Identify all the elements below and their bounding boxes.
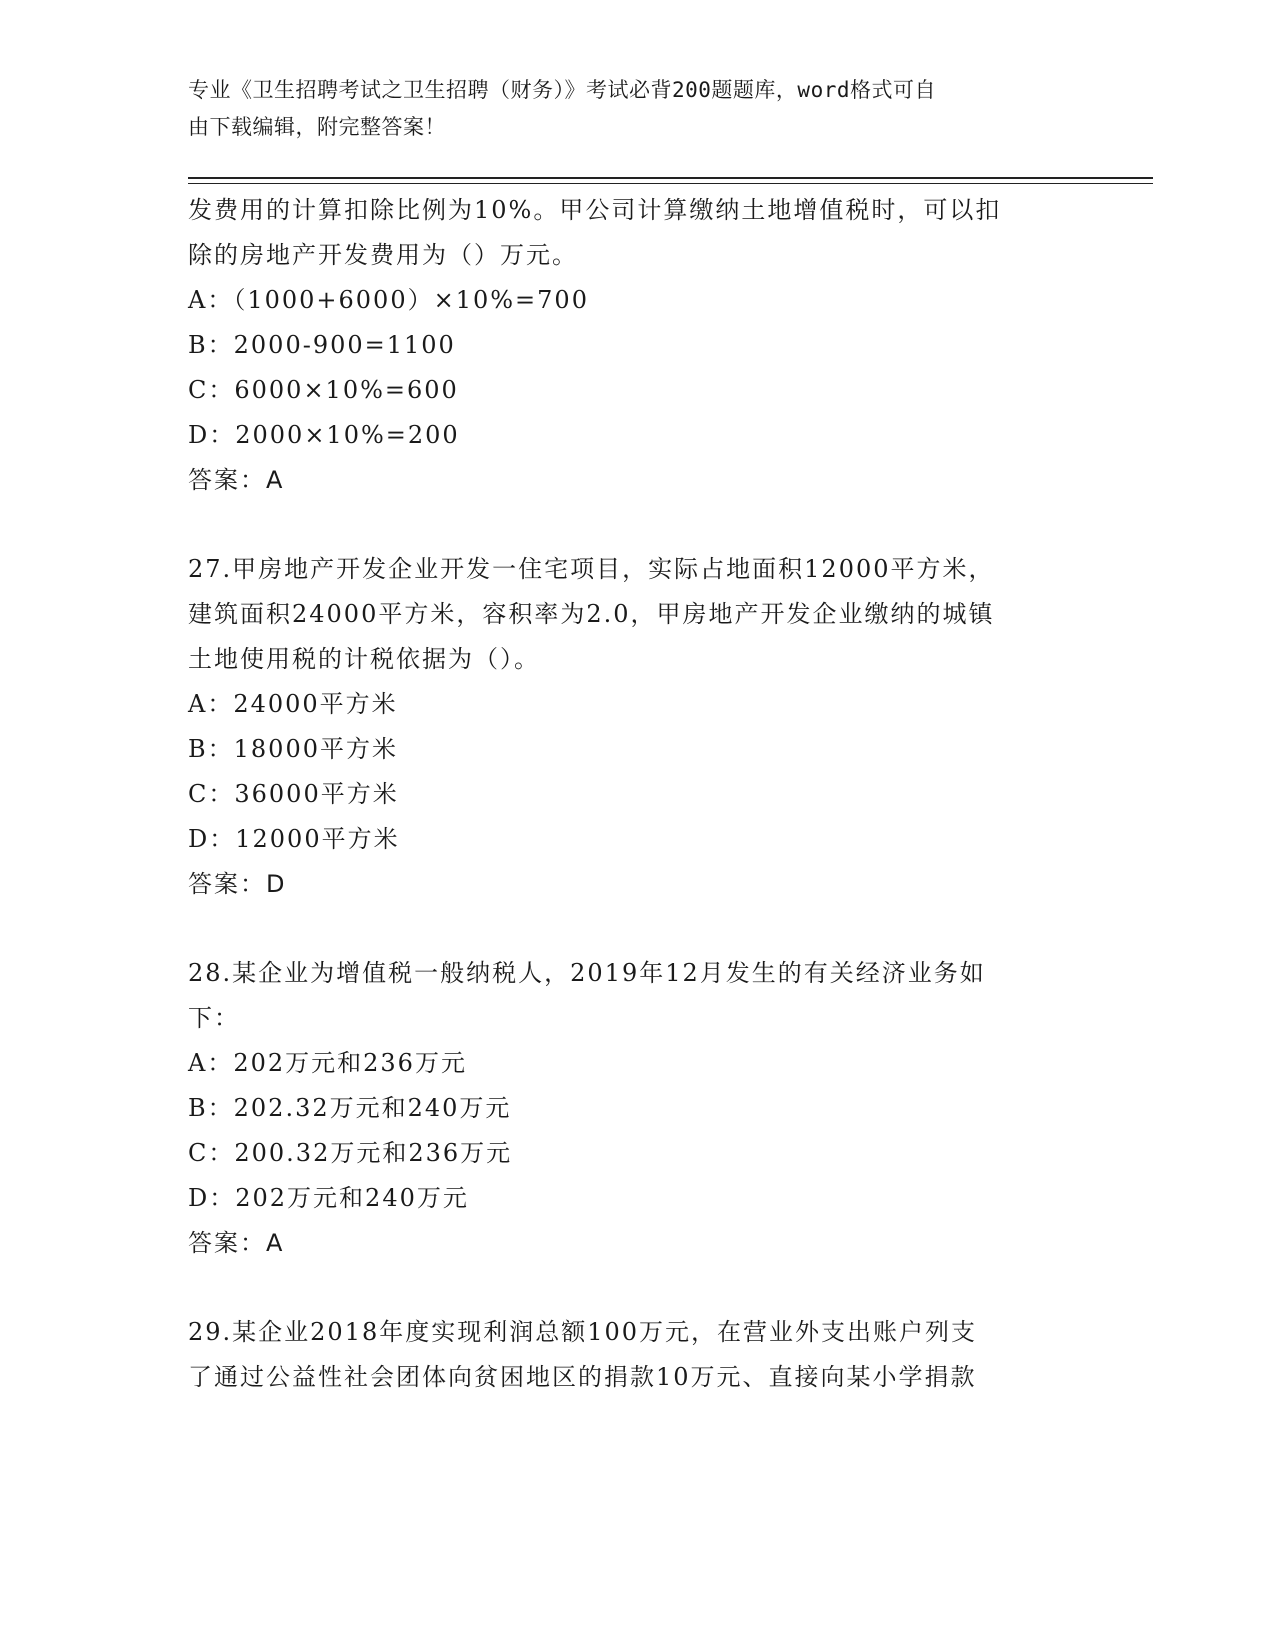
answer-text: 答案：A xyxy=(188,466,285,494)
question-stem-line: 发费用的计算扣除比例为10%。甲公司计算缴纳土地增值税时，可以扣 xyxy=(188,196,1002,224)
option-b: B：2000-900=1100 xyxy=(188,331,456,359)
question-stem-line: 27.甲房地产开发企业开发一住宅项目，实际占地面积12000平方米， xyxy=(188,555,995,583)
option-d: D：2000×10%=200 xyxy=(188,421,460,449)
question-stem-line: 除的房地产开发费用为（）万元。 xyxy=(188,241,578,269)
question-stem-line: 了通过公益性社会团体向贫困地区的捐款10万元、直接向某小学捐款 xyxy=(188,1363,977,1391)
option-c: C：36000平方米 xyxy=(188,780,399,808)
answer-text: 答案：D xyxy=(188,870,287,898)
document-body xyxy=(188,188,1088,1400)
question-continued xyxy=(188,188,1088,503)
header-divider-thick xyxy=(188,177,1153,179)
question-stem-line: 下： xyxy=(188,1004,240,1032)
option-d: D：202万元和240万元 xyxy=(188,1184,469,1212)
answer-text: 答案：A xyxy=(188,1229,285,1257)
option-b: B：18000平方米 xyxy=(188,735,398,763)
question-stem-line: 建筑面积24000平方米，容积率为2.0，甲房地产开发企业缴纳的城镇 xyxy=(188,600,995,628)
header-title-line-2: 由下载编辑，附完整答案！ xyxy=(188,115,446,139)
question-stem-line: 28.某企业为增值税一般纳税人，2019年12月发生的有关经济业务如 xyxy=(188,959,986,987)
document-header xyxy=(188,72,1068,146)
header-title-line-1: 专业《卫生招聘考试之卫生招聘（财务）》考试必背200题题库，word格式可自 xyxy=(188,78,936,102)
option-a: A：24000平方米 xyxy=(188,690,398,718)
header-divider-thin xyxy=(188,183,1153,184)
option-a: A：（1000+6000）×10%=700 xyxy=(188,286,589,314)
option-d: D：12000平方米 xyxy=(188,825,400,853)
spacer xyxy=(188,1266,1088,1310)
option-c: C：200.32万元和236万元 xyxy=(188,1139,513,1167)
spacer xyxy=(188,907,1088,951)
question-27 xyxy=(188,547,1088,907)
spacer xyxy=(188,503,1088,547)
option-b: B：202.32万元和240万元 xyxy=(188,1094,512,1122)
option-c: C：6000×10%=600 xyxy=(188,376,459,404)
question-28 xyxy=(188,951,1088,1266)
question-29 xyxy=(188,1310,1088,1400)
question-stem-line: 土地使用税的计税依据为（）。 xyxy=(188,645,540,673)
question-stem-line: 29.某企业2018年度实现利润总额100万元，在营业外支出账户列支 xyxy=(188,1318,978,1346)
option-a: A：202万元和236万元 xyxy=(188,1049,467,1077)
